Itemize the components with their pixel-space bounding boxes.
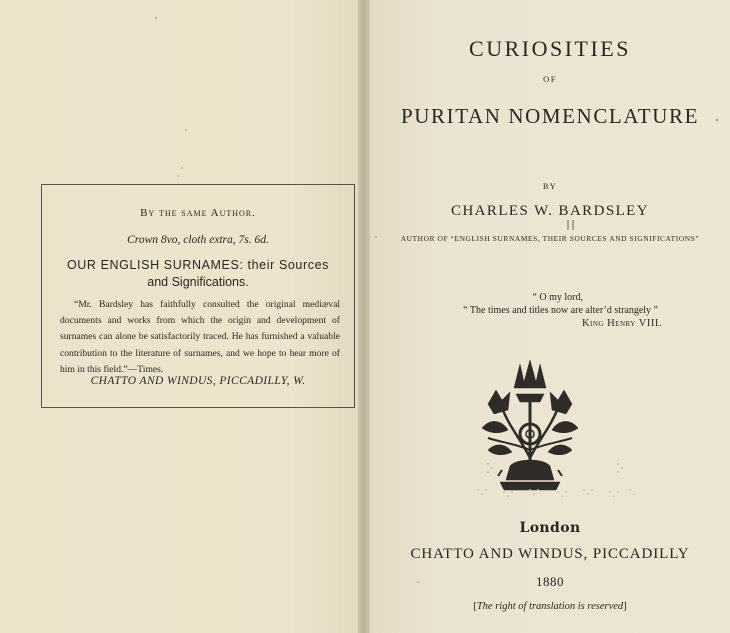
epigraph-line-2: “ The times and titles now are alter’d strangely ” (463, 305, 658, 316)
imprint-year: 1880 (536, 574, 564, 589)
advertisement-box (41, 184, 355, 408)
ad-book-title (50, 257, 346, 291)
left-page (0, 0, 362, 633)
title-page (370, 0, 730, 633)
author-name: CHARLES W. BARDSLEY (451, 203, 649, 219)
ink-specks (150, 0, 210, 200)
by-label: BY (542, 182, 558, 191)
imprint-publisher: CHATTO AND WINDUS, PICCADILLY (410, 546, 690, 562)
ad-book-title-line1: OUR ENGLISH SURNAMES: their Sources (66, 258, 330, 272)
ad-quote-text: “Mr. Bardsley has faithfully consulted the original mediæval documents and works from which the origin and development of surnames can alone be satisfactorily traced. He has furnished a valuable contribution to the literature of surnames, and we hope to hear more of him in this field.”—Times. (60, 299, 340, 375)
ad-book-format: Crown 8vo, cloth extra, 7s. 6d. (127, 234, 269, 246)
ad-heading: By the same Author. (140, 207, 256, 219)
title-line-1: CURIOSITIES (469, 36, 631, 61)
book-gutter (358, 0, 370, 633)
imprint-city: London (519, 520, 581, 536)
rights-text: The right of translation is reserved (476, 601, 624, 612)
ad-book-title-line2: and Significations. (147, 275, 249, 289)
title-line-2: PURITAN NOMENCLATURE (400, 104, 700, 128)
rights-bracket-open: [ (473, 601, 477, 612)
ad-publisher-footer: CHATTO AND WINDUS, PICCADILLY, W. (90, 375, 306, 387)
rights-bracket-close: ] (623, 601, 627, 612)
ink-specks-right (370, 0, 730, 633)
title-of: OF (543, 74, 557, 84)
epigraph-attribution: King Henry VIII. (581, 318, 662, 329)
author-credentials: AUTHOR OF “ENGLISH SURNAMES, THEIR SOURCES AND SIGNIFICATIONS” (400, 234, 700, 243)
epigraph-line-1: “ O my lord, (532, 292, 583, 303)
ad-review-quote (60, 297, 340, 378)
